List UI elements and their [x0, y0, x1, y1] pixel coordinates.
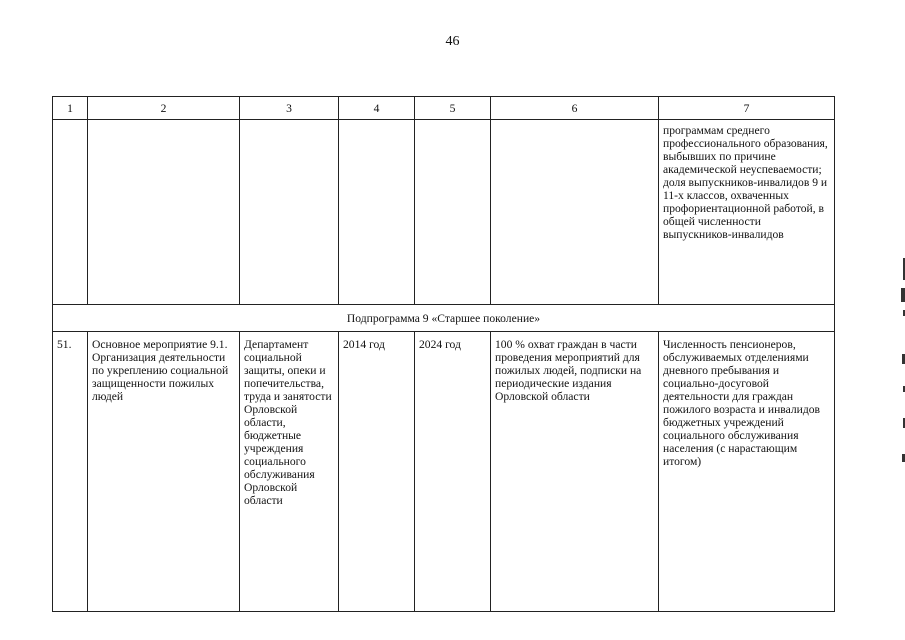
- header-cell-2: 2: [88, 97, 240, 120]
- subprogram-title: Подпрограмма 9 «Старшее поколение»: [53, 305, 835, 332]
- row-number-cell: 51.: [53, 332, 88, 612]
- program-table: [52, 96, 835, 612]
- end-year-cell: 2024 год: [415, 332, 491, 612]
- empty-cell: [88, 120, 240, 305]
- event-cell: Основное мероприятие 9.1. Организация деятельности по укреплению социальной защищенности пожилых людей: [88, 332, 240, 612]
- scan-edge-marks: [901, 258, 905, 468]
- subprogram-row: [53, 305, 835, 332]
- empty-cell: [491, 120, 659, 305]
- executor-cell: Департамент социальной защиты, опеки и попечительства, труда и занятости Орловской области, бюджетные учреждения социального обслуживания Орловской области: [240, 332, 339, 612]
- header-cell-1: 1: [53, 97, 88, 120]
- empty-cell: [339, 120, 415, 305]
- empty-cell: [415, 120, 491, 305]
- empty-cell: [53, 120, 88, 305]
- page-number: 46: [445, 34, 460, 49]
- continuation-row: [53, 120, 835, 305]
- header-cell-4: 4: [339, 97, 415, 120]
- header-cell-6: 6: [491, 97, 659, 120]
- header-cell-7: 7: [659, 97, 835, 120]
- table-header-row: [53, 97, 835, 120]
- indicator-continuation-cell: программам среднего профессионального образования, выбывших по причине академической неуспеваемости; доля выпускников-инвалидов 9 и 11-х классов, охваченных профориентационной работой, в общей численности выпускников-инвалидов: [659, 120, 835, 305]
- table-row: [53, 332, 835, 612]
- indicator-cell: Численность пенсионеров, обслуживаемых отделениями дневного пребывания и социально-досуговой деятельности для граждан пожилого возраста и инвалидов бюджетных учреждений социального обслуживания населения (с нарастающим итогом): [659, 332, 835, 612]
- header-cell-5: 5: [415, 97, 491, 120]
- empty-cell: [240, 120, 339, 305]
- start-year-cell: 2014 год: [339, 332, 415, 612]
- result-cell: 100 % охват граждан в части проведения мероприятий для пожилых людей, подписки на периодические издания Орловской области: [491, 332, 659, 612]
- header-cell-3: 3: [240, 97, 339, 120]
